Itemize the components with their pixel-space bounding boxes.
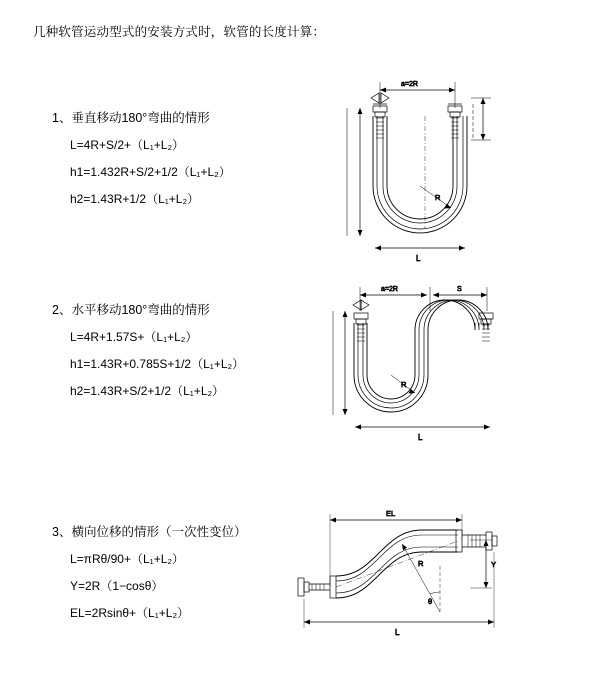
section-2-formula-2: h1=1.43R+0.785S+1/2（L₁+L₂） (70, 357, 245, 371)
label-theta: θ (428, 597, 433, 606)
intro-text: 几种软管运动型式的安装方式时，软管的长度计算： (33, 25, 326, 39)
vertical-180-bend-diagram (305, 68, 535, 283)
section-1-title: 1、垂直移动180°弯曲的情形 (52, 111, 210, 125)
lateral-offset-diagram (290, 504, 540, 649)
label-bottom-length: L (416, 254, 421, 263)
section-2-formula-1: L=4R+1.57S+（L₁+L₂） (70, 330, 198, 344)
section-3-formula-1: L=πRθ/90+（L₁+L₂） (70, 552, 185, 566)
label-bottom-length: L (418, 433, 423, 442)
section-2-title: 2、水平移动180°弯曲的情形 (52, 303, 210, 317)
label-radius: R (418, 559, 424, 568)
section-1-formula-3: h2=1.43R+1/2（L₁+L₂） (70, 192, 200, 206)
section-1-formula-1: L=4R+S/2+（L₁+L₂） (70, 138, 185, 152)
label-top-dim: a=2R (381, 286, 398, 293)
label-bottom-length: L (395, 628, 400, 637)
label-top-dim-2: S (457, 286, 462, 293)
section-2-formula-3: h2=1.43R+S/2+1/2（L₁+L₂） (70, 384, 225, 398)
label-top-dim: a=2R (401, 81, 418, 88)
section-3-title: 3、横向位移的情形（一次性变位） (52, 525, 247, 539)
section-1-formula-2: h1=1.432R+S/2+1/2（L₁+L₂） (70, 165, 231, 179)
section-2-text (52, 300, 302, 399)
section-3-formula-2: Y=2R（1−cosθ） (70, 579, 164, 593)
section-3-text (52, 522, 302, 621)
label-y: Y (491, 560, 497, 569)
label-radius: R (435, 193, 441, 202)
label-el: EL (386, 509, 396, 518)
section-1-text (52, 108, 302, 207)
label-radius: R (401, 380, 407, 389)
horizontal-180-bend-diagram (305, 275, 535, 460)
section-3-formula-3: EL=2Rsinθ+（L₁+L₂） (70, 606, 190, 620)
